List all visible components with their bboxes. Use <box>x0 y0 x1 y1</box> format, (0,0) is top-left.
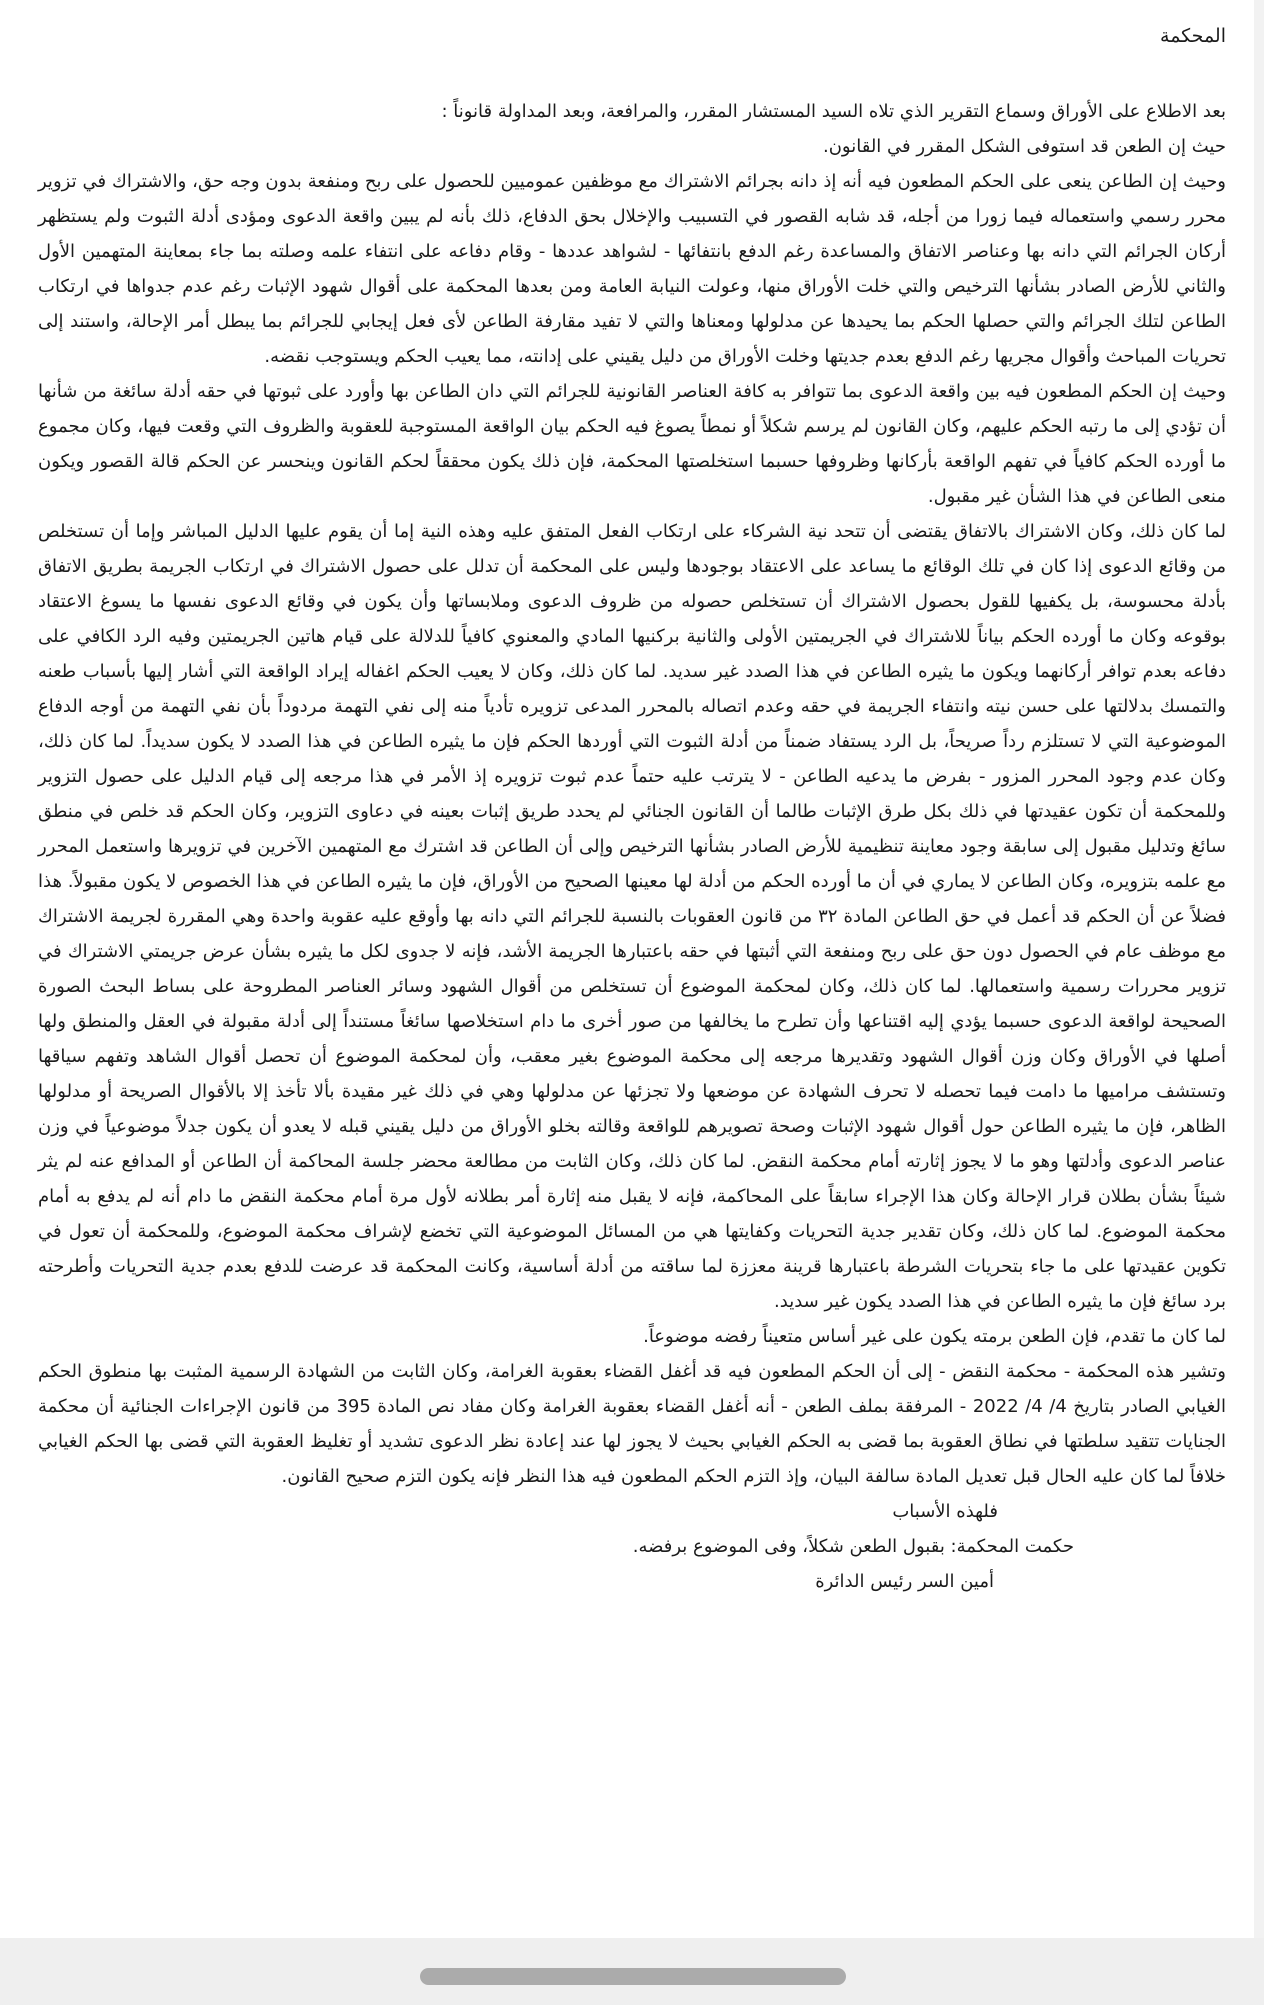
reasons-heading: فلهذه الأسباب <box>892 1501 998 1522</box>
facts-sufficiency-paragraph: وحيث إن الحكم المطعون فيه بين واقعة الدعوى بما تتوافر به كافة العناصر القانونية للجرائم التي دان الطاعن بها وأورد على ثبوتها في حقه أدلة سائغة من شأنها أن تؤدي إلى ما رتبه الحكم عليهم، وكان القانون لم يرسم شكلاً أو نمطاً يصوغ فيه الحكم بيان الواقعة المستوجبة للعقوبة والظروف التي وقعت فيها، وكان مجموع ما أورده الحكم كافياً في تفهم الواقعة بأركانها وظروفها حسبما استخلصتها المحكمة، فإن ذلك يكون محققاً لحكم القانون وينحسر عن الحكم قالة القصور ويكون منعى الطاعن في هذا الشأن غير مقبول. <box>38 381 1226 507</box>
horizontal-scrollbar-thumb[interactable] <box>420 1968 846 1985</box>
form-admissibility-paragraph: حيث إن الطعن قد استوفى الشكل المقرر في القانون. <box>822 136 1226 157</box>
appellant-grounds-paragraph: وحيث إن الطاعن ينعى على الحكم المطعون فيه أنه إذ دانه بجرائم الاشتراك مع موظفين عموميين للحصول على ربح ومنفعة بدون وجه حق، والاشتراك في تزوير محرر رسمي واستعماله فيما زورا من أجله، قد شابه القصور في التسبيب والإخلال بحق الدفاع، ذلك بأنه لم يبين واقعة الدعوى ومؤدى أدلة الثبوت ولم يستظهر أركان الجرائم التي دانه بها وعناصر الاتفاق والمساعدة رغم الدفع بانتفائها - لشواهد عددها - وقام دفاعه على انتفاء علمه وصلته بما جاء بمعاينة المتهمين الأول والثاني للأرض الصادر بشأنها الترخيص والتي خلت الأوراق منها، وعولت النيابة العامة ومن بعدها المحكمة على أقوال شهود الإثبات رغم عدم جدواها في ارتكاب الطاعن لتلك الجرائم والتي حصلها الحكم بما يحيدها عن مدلولها ومعناها والتي لا تفيد مقارفة الطاعن لأى فعل إيجابي للجرائم بما يبطل أمر الإحالة، واستند إلى تحريات المباحث وأقوال مجريها رغم الدفع بعدم جديتها وخلت الأوراق من دليل يقيني على إدانته، مما يعيب الحكم ويستوجب نقضه. <box>38 171 1226 367</box>
fine-omission-paragraph: وتشير هذه المحكمة - محكمة النقض - إلى أن الحكم المطعون فيه قد أغفل القضاء بعقوبة الغرامة، وكان الثابت من الشهادة الرسمية المثبت بها منطوق الحكم الغيابي الصادر بتاريخ 4/ 4/ 2022 - المرفقة بملف الطعن - أنه أغفل القضاء بعقوبة الغرامة وكان مفاد نص المادة 395 من قانون الإجراءات الجنائية أن محكمة الجنايات تتقيد سلطتها في نطاق العقوبة بما قضى به الحكم الغيابي بحيث لا يجوز لها عند إعادة نظر الدعوى تشديد أو تغليظ العقوبة التي قضى بها الحكم الغيابي خلافاً لما كان عليه الحال قبل تعديل المادة سالفة البيان، وإذ التزم الحكم المطعون فيه هذا النظر فإنه يكون التزم صحيح القانون. <box>38 1361 1227 1487</box>
verdict-line: حكمت المحكمة: بقبول الطعن شكلاً، وفى الموضوع برفضه. <box>632 1536 1074 1557</box>
rejection-conclusion-paragraph: لما كان ما تقدم، فإن الطعن برمته يكون على غير أساس متعيناً رفضه موضوعاً. <box>643 1326 1226 1347</box>
legal-reasoning-paragraph: لما كان ذلك، وكان الاشتراك بالاتفاق يقتضى أن تتحد نية الشركاء على ارتكاب الفعل المتفق عليه وهذه النية إما أن يقوم عليها الدليل المباشر وإما أن تستخلص من وقائع الدعوى إذا كان في تلك الوقائع ما يساعد على الاعتقاد بوجودها وليس على المحكمة أن تدلل على حصول الاشتراك في ارتكاب الجريمة بطريق الاتفاق بأدلة محسوسة، بل يكفيها للقول بحصول الاشتراك أن تستخلص حصوله من ظروف الدعوى وملابساتها وأن يكون في وقائع الدعوى نفسها ما يسوغ الاعتقاد بوقوعه وكان ما أورده الحكم بياناً للاشتراك في الجريمتين الأولى والثانية بركنيها المادي والمعنوي كافياً للدلالة على قيام هاتين الجريمتين وفيه الرد الكافي على دفاعه بعدم توافر أركانهما ويكون ما يثيره الطاعن في هذا الصدد غير سديد. لما كان ذلك، وكان لا يعيب الحكم اغفاله إيراد الواقعة التي أشار إليها بأسباب طعنه والتمسك بدلالتها على حسن نيته وانتفاء الجريمة في حقه وعدم اتصاله بالمحرر المدعى تزويره تأدياً منه إلى نفي التهمة مردوداً بأن نفي التهمة من أوجه الدفاع الموضوعية التي لا تستلزم رداً صريحاً، بل الرد يستفاد ضمناً من أدلة الثبوت التي أوردها الحكم فإن ما يثيره الطاعن في هذا الصدد لا يكون سديداً. لما كان ذلك، وكان عدم وجود المحرر المزور - بفرض ما يدعيه الطاعن - لا يترتب عليه حتماً عدم ثبوت تزويره إذ الأمر في هذا مرجعه إلى قيام الدليل على حصول التزوير وللمحكمة أن تكون عقيدتها في ذلك بكل طرق الإثبات طالما أن القانون الجنائي لم يحدد طريق إثبات بعينه في دعاوى التزوير، وكان الحكم قد خلص في منطق سائغ وتدليل مقبول إلى سابقة وجود معاينة تنظيمية للأرض الصادر بشأنها الترخيص وإلى أن الطاعن قد اشترك مع المتهمين الآخرين في تزويرها واستعمل المحرر مع علمه بتزويره، وكان الطاعن لا يماري في أن ما أورده الحكم من أدلة لها معينها الصحيح من الأوراق، فإن ما يثيره الطاعن في هذا الخصوص لا يكون مقبولاً. هذا فضلاً عن أن الحكم قد أعمل في حق الطاعن المادة ٣٢ من قانون العقوبات بالنسبة للجرائم التي دانه بها وأوقع عليه عقوبة واحدة وهي المقررة لجريمة الاشتراك مع موظف عام في الحصول دون حق على ربح ومنفعة التي أثبتها في حقه باعتبارها الجريمة الأشد، فإنه لا جدوى لكل ما يثيره بشأن عرض جريمتي الاشتراك في تزوير محررات رسمية واستعمالها. لما كان ذلك، وكان لمحكمة الموضوع أن تستخلص من أقوال الشهود وسائر العناصر المطروحة على بساط البحث الصورة الصحيحة لواقعة الدعوى حسبما يؤدي إليه اقتناعها وأن تطرح ما يخالفها من صور أخرى ما دام استخلاصها سائغاً مستنداً إلى أدلة مقبولة في العقل والمنطق ولها أصلها في الأوراق وكان وزن أقوال الشهود وتقديرها مرجعه إلى محكمة الموضوع بغير معقب، وأن لمحكمة الموضوع أن تحصل أقوال الشاهد وتفهم سياقها وتستشف مراميها ما دامت فيما تحصله لا تحرف الشهادة عن موضعها ولا تجزئها عن مدلولها وهي في ذلك غير مقيدة بألا تأخذ إلا بالأقوال الصريحة أو مدلولها الظاهر، فإن ما يثيره الطاعن حول أقوال شهود الإثبات وصحة تصويرهم للواقعة وقالته بخلو الأوراق من دليل يقيني قبله لا يعدو أن يكون جدلاً موضوعياً في وزن عناصر الدعوى وأدلتها وهو ما لا يجوز إثارته أمام محكمة النقض. لما كان ذلك، وكان الثابت من مطالعة محضر جلسة المحاكمة أن الطاعن أو المدافع عنه لم يثر شيئاً بشأن بطلان قرار الإحالة وكان هذا الإجراء سابقاً على المحاكمة، فإنه لا يقبل منه إثارة أمر بطلانه لأول مرة أمام محكمة النقض ما دام أنه لم يدفع به أمام محكمة الموضوع. لما كان ذلك، وكان تقدير جدية التحريات وكفايتها هي من المسائل الموضوعية التي تخضع لإشراف محكمة الموضوع، وللمحكمة أن تعول في تكوين عقيدتها على ما جاء بتحريات الشرطة باعتبارها قرينة معززة لما ساقته من أدلة أساسية، وكانت المحكمة قد عرضت للدفع بعدم جدية التحريات وأطرحته برد سائغ فإن ما يثيره الطاعن في هذا الصدد يكون غير سديد. <box>38 521 1227 1312</box>
bottom-white-strip <box>0 2005 1264 2016</box>
preamble-paragraph: بعد الاطلاع على الأوراق وسماع التقرير الذي تلاه السيد المستشار المقرر، والمرافعة، وبعد المداولة قانوناً : <box>441 101 1226 122</box>
footer-bar <box>0 1938 1264 2005</box>
clerk-signature-line: أمين السر رئيس الدائرة <box>815 1571 994 1592</box>
court-heading: المحكمة <box>1160 25 1226 47</box>
vertical-scrollbar-track[interactable] <box>1254 0 1264 1938</box>
